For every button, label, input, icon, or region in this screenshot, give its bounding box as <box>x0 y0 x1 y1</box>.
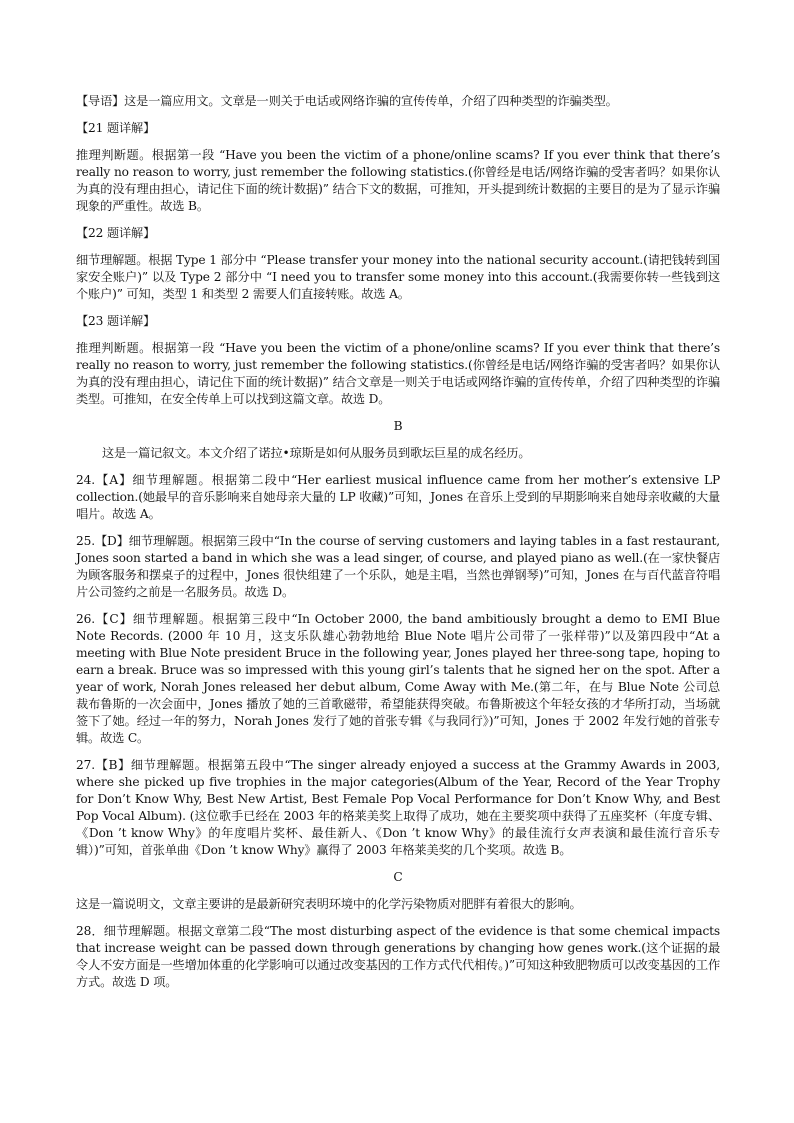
q22-explanation: 细节理解题。根据 Type 1 部分中 “Please transfer your money into the national security account.(请把钱转到国家安全账户)” 以及 Type 2 部分中 “I need you to transfer some money into this account.(我需要你转一些钱到这个账户)” 可知，类型 1 和类型 2 需要人们直接转账。故选 A。 <box>76 253 720 301</box>
q23-heading: 【23 题详解】 <box>76 314 156 328</box>
q26-explanation: 26.【C】细节理解题。根据第三段中“In October 2000, the band ambitiously brought a demo to EMI Blue Note Records. (2000 年 10 月，这支乐队雄心勃勃地给 Blue Note 唱片公司带了一张样带)”以及第四段中“At a meeting with Blue Note president Bruce in the following year, Jones played her three-song tape, hoping to earn a break. Bruce was so impressed with this young girl’s talents that he signed her on the spot. After a year of work, Norah Jones released her debut album, Come Away with Me.(第二年，在与 Blue Note 公司总裁布鲁斯的一次会面中，Jones 播放了她的三首歌磁带，希望能获得突破。布鲁斯被这个年轻女孩的才华所打动，当场就签下了她。经过一年的努力，Norah Jones 发行了她的首张专辑《与我同行》)”可知，Jones 于 2002 年发行她的首张专辑。故选 C。 <box>76 612 720 745</box>
section-c-summary: 这是一篇说明文，文章主要讲的是最新研究表明环境中的化学污染物质对肥胖有着很大的影响。 <box>76 897 582 911</box>
section-b-summary: 这是一篇记叙文。本文介绍了诺拉•琼斯是如何从服务员到歌坛巨星的成名经历。 <box>102 446 531 460</box>
document-page <box>76 93 720 991</box>
intro-paragraph: 【导语】这是一篇应用文。文章是一则关于电话或网络诈骗的宣传传单，介绍了四种类型的诈骗类型。 <box>76 94 618 108</box>
q23-explanation: 推理判断题。根据第一段 “Have you been the victim of a phone/online scams? If you ever think that there’s really no reason to worry, just remember the following statistics.(你曾经是电话/网络诈骗的受害者吗？如果你认为真的没有理由担心，请记住下面的统计数据)” 结合文章是一则关于电话或网络诈骗的宣传传单，介绍了四种类型的诈骗类型。可推知，在安全传单上可以找到这篇文章。故选 D。 <box>76 341 720 406</box>
section-b-label: B <box>393 419 403 433</box>
q21-explanation: 推理判断题。根据第一段 “Have you been the victim of a phone/online scams? If you ever think that there’s really no reason to worry, just remember the following statistics.(你曾经是电话/网络诈骗的受害者吗？如果你认为真的没有理由担心，请记住下面的统计数据)” 结合下文的数据，可推知，开头提到统计数据的主要目的是为了显示诈骗现象的严重性。故选 B。 <box>76 148 720 213</box>
q27-explanation: 27.【B】细节理解题。根据第五段中“The singer already enjoyed a success at the Grammy Awards in 2003, where she picked up five trophies in the major categories(Album of the Year, Record of the Year Trophy for Don’t Know Why, Best New Artist, Best Female Pop Vocal Performance for Don’t Know Why, and Best Pop Vocal Album). (这位歌手已经在 2003 年的格莱美奖上取得了成功，她在主要奖项中获得了五座奖杯（年度专辑、《Don ’t know Why》的年度唱片奖杯、最佳新人、《Don ’t know Why》的最佳流行女声表演和最佳流行音乐专辑）)”可知，首张单曲《Don ’t know Why》赢得了 2003 年格莱美奖的几个奖项。故选 B。 <box>76 758 720 857</box>
q28-explanation: 28．细节理解题。根据文章第二段“The most disturbing aspect of the evidence is that some chemical impacts that increase weight can be passed down through generations by changing how genes work.(这个证据的最令人不安方面是一些增加体重的化学影响可以通过改变基因的工作方式代代相传。)”可知这种致肥物质可以改变基因的工作方式。故选 D 项。 <box>76 924 720 989</box>
q21-heading: 【21 题详解】 <box>76 121 156 135</box>
q24-explanation: 24.【A】细节理解题。根据第二段中“Her earliest musical influence came from her mother’s extensive LP collection.(她最早的音乐影响来自她母亲大量的 LP 收藏)”可知，Jones 在音乐上受到的早期影响来自她母亲收藏的大量唱片。故选 A。 <box>76 473 720 521</box>
section-c-label: C <box>393 870 403 884</box>
q22-heading: 【22 题详解】 <box>76 226 156 240</box>
q25-explanation: 25.【D】细节理解题。根据第三段中“In the course of serving customers and laying tables in a fast restaurant, Jones soon started a band in which she was a lead singer, of course, and played piano as well.(在一家快餐店为顾客服务和摆桌子的过程中，Jones 很快组建了一个乐队，她是主唱，当然也弹钢琴)”可知，Jones 在与百代蓝音符唱片公司签约之前是一名服务员。故选 D。 <box>76 534 720 599</box>
